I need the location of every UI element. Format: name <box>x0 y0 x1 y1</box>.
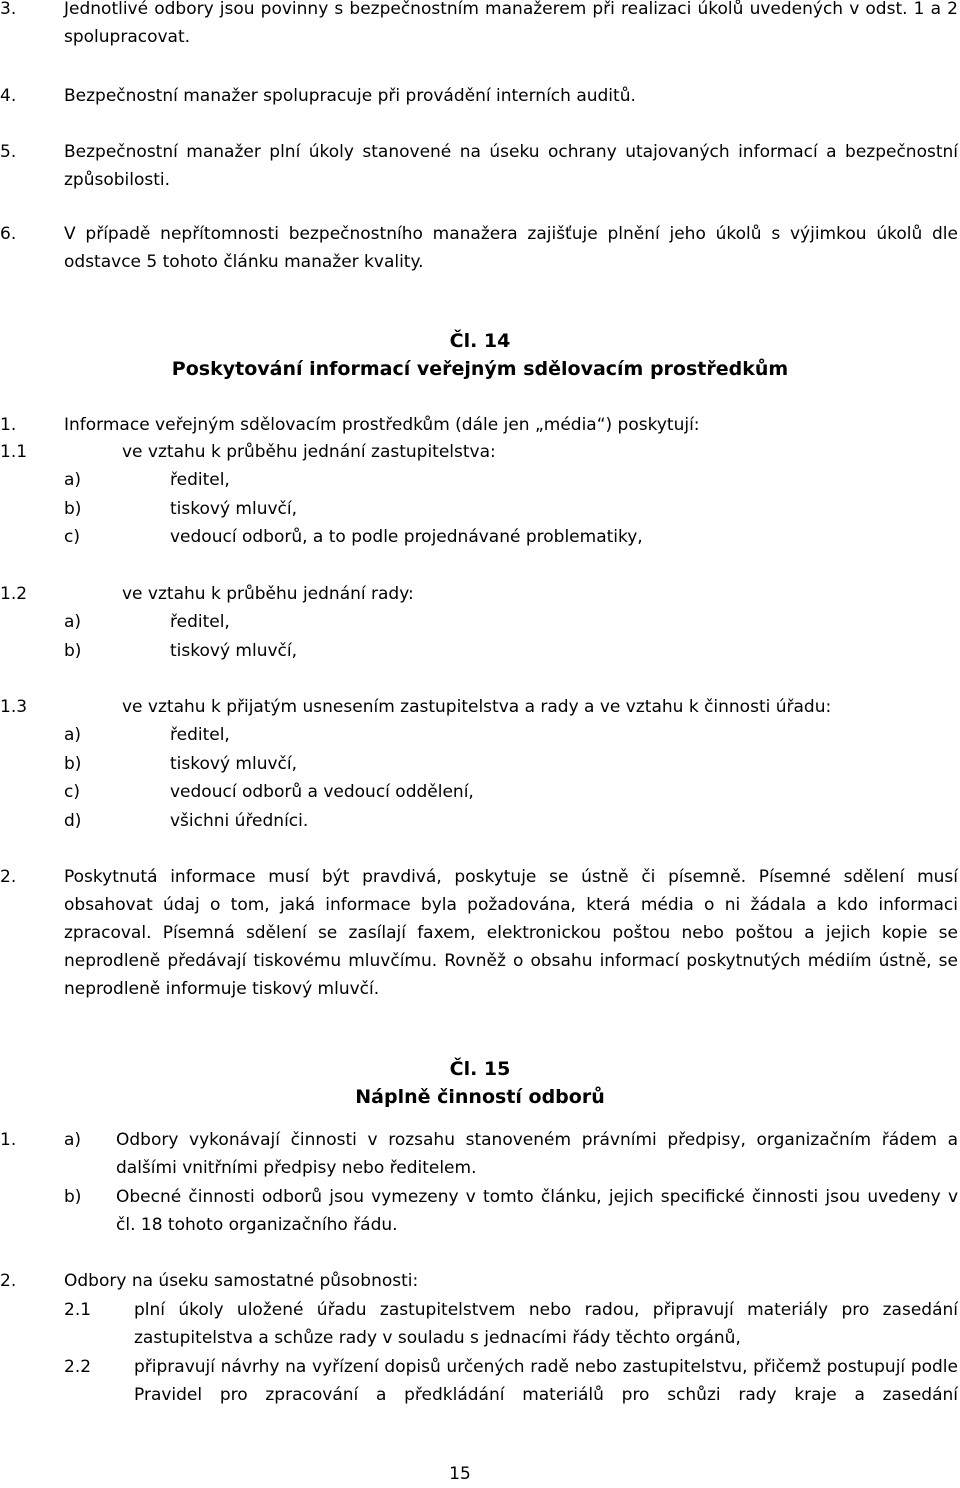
list-item <box>64 750 958 778</box>
list-label: b) <box>64 641 82 661</box>
page-number: 15 <box>449 1464 471 1484</box>
subsection-number: 1.2 <box>0 584 28 604</box>
list-item <box>64 778 958 806</box>
paragraph-text: Bezpečnostní manažer plní úkoly stanovené na úseku ochrany utajovaných informací a bezpečnostní způsobilosti. <box>64 142 958 190</box>
paragraph-number: 3. <box>0 0 17 19</box>
subsection-text: ve vztahu k průběhu jednání rady: <box>122 584 414 604</box>
paragraph-text: V případě nepřítomnosti bezpečnostního manažera zajišťuje plnění jeho úkolů s výjimkou úkolů dle odstavce 5 tohoto článku manažer kvality. <box>64 224 958 272</box>
paragraph-number: 5. <box>0 142 17 162</box>
subsection-number: 1.3 <box>0 697 28 717</box>
list-label: b) <box>64 499 82 519</box>
paragraph-number: 2. <box>0 867 17 887</box>
paragraph-number: 2. <box>0 1271 17 1291</box>
list-text: všichni úředníci. <box>170 811 309 831</box>
list-item <box>64 1126 958 1182</box>
list-label: 2.2 <box>64 1357 92 1377</box>
art14-subsection-1-2 <box>0 580 958 608</box>
list-item <box>64 466 958 494</box>
article-14-title: Poskytování informací veřejným sdělovacím prostředkům <box>171 358 789 380</box>
list-text: připravují návrhy na vyřízení dopisů určených radě nebo zastupitelstvu, přičemž postupují podle Pravidel pro zpracování a předkládání materiálů pro schůzi rady kraje a zasedání <box>134 1357 958 1405</box>
paragraph-number: 1. <box>0 1130 17 1150</box>
list-label: a) <box>64 612 82 632</box>
list-item <box>64 495 958 523</box>
list-text: ředitel, <box>170 612 230 632</box>
paragraph-text: Poskytnutá informace musí být pravdivá, poskytuje se ústně či písemně. Písemné sdělení musí obsahovat údaj o tom, jaká informace byla požadována, která média o ni žádala a kdo informaci zpracoval. Písemná sdělení se zasílají faxem, elektronickou poštou nebo poštou a jejich kopie se neprodleně předávají tiskovému mluvčímu. Rovněž o obsahu informací poskytnutých médiím ústně, se neprodleně informuje tiskový mluvčí. <box>64 867 958 999</box>
art14-subsection-1-3 <box>0 693 958 721</box>
list-item <box>64 807 958 835</box>
article-15-title: Náplně činností odborů <box>355 1086 605 1108</box>
list-label: a) <box>64 725 82 745</box>
list-item <box>64 608 958 636</box>
list-label: c) <box>64 527 80 547</box>
paragraph-text: Jednotlivé odbory jsou povinny s bezpečnostním manažerem při realizaci úkolů uvedených v odst. 1 a 2 spolupracovat. <box>64 0 958 47</box>
paragraph-4 <box>0 82 958 110</box>
list-item <box>64 637 958 665</box>
list-text: plní úkoly uložené úřadu zastupitelstvem nebo radou, připravují materiály pro zasedání zastupitelstva a schůze rady v souladu s jednacími řády těchto orgánů, <box>134 1300 958 1348</box>
list-text: tiskový mluvčí, <box>170 754 298 774</box>
list-item <box>64 721 958 749</box>
list-label: b) <box>64 1187 82 1207</box>
subsection-text: ve vztahu k přijatým usnesením zastupitelstva a rady a ve vztahu k činnosti úřadu: <box>122 697 832 717</box>
paragraph-5 <box>0 138 958 194</box>
list-text: Obecné činnosti odborů jsou vymezeny v tomto článku, jejich specifické činnosti jsou uvedeny v čl. 18 tohoto organizačního řádu. <box>116 1187 958 1235</box>
paragraph-text: Odbory na úseku samostatné působnosti: <box>64 1271 419 1291</box>
list-label: d) <box>64 811 82 831</box>
paragraph-6 <box>0 220 958 276</box>
paragraph-text: Informace veřejným sdělovacím prostředkům (dále jen „média“) poskytují: <box>64 415 700 435</box>
art14-subsection-1-1 <box>0 438 958 466</box>
art14-paragraph-2 <box>0 863 958 1003</box>
list-label: a) <box>64 470 82 490</box>
article-14-number: Čl. 14 <box>449 330 511 352</box>
list-label: c) <box>64 782 80 802</box>
list-text: vedoucí odborů, a to podle projednávané problematiky, <box>170 527 643 547</box>
list-item <box>64 1296 958 1352</box>
subsection-number: 1.1 <box>0 442 28 462</box>
list-text: vedoucí odborů a vedoucí oddělení, <box>170 782 474 802</box>
paragraph-3 <box>0 0 958 51</box>
paragraph-number: 1. <box>0 415 17 435</box>
list-label: a) <box>64 1130 82 1150</box>
list-item <box>64 1183 958 1239</box>
list-item <box>64 523 958 551</box>
list-item <box>64 1353 958 1409</box>
list-text: ředitel, <box>170 725 230 745</box>
subsection-text: ve vztahu k průběhu jednání zastupitelstva: <box>122 442 496 462</box>
list-label: b) <box>64 754 82 774</box>
paragraph-text: Bezpečnostní manažer spolupracuje při provádění interních auditů. <box>64 86 636 106</box>
list-text: Odbory vykonávají činnosti v rozsahu stanoveném právními předpisy, organizačním řádem a dalšími vnitřními předpisy nebo ředitelem. <box>116 1130 958 1178</box>
paragraph-number: 4. <box>0 86 17 106</box>
list-text: ředitel, <box>170 470 230 490</box>
list-label: 2.1 <box>64 1300 92 1320</box>
article-15-number: Čl. 15 <box>449 1058 511 1080</box>
art14-paragraph-1 <box>0 411 958 439</box>
art15-paragraph-2 <box>0 1267 958 1295</box>
paragraph-number: 6. <box>0 224 17 244</box>
list-text: tiskový mluvčí, <box>170 641 298 661</box>
list-text: tiskový mluvčí, <box>170 499 298 519</box>
